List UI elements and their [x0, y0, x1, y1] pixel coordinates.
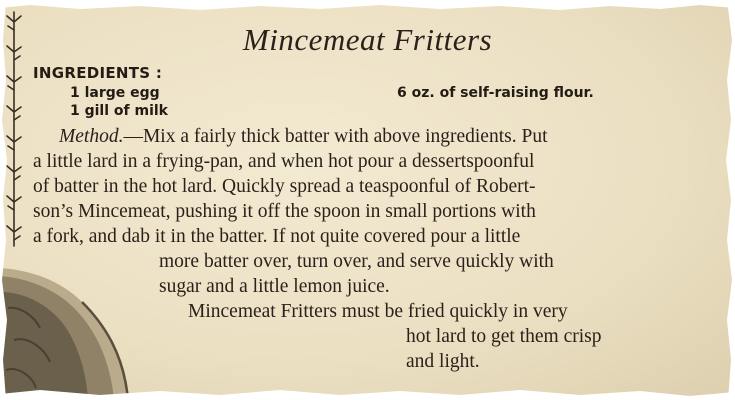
method-line: of batter in the hot lard. Quickly spread a teaspoonful of Robert- [33, 176, 536, 197]
method-line: sugar and a little lemon juice. [159, 276, 390, 297]
method-label: Method. [59, 126, 124, 147]
ingredients-heading: INGREDIENTS : [33, 64, 163, 82]
ingredient-egg: 1 large egg [70, 85, 160, 101]
method-line: more batter over, turn over, and serve quickly with [159, 251, 554, 272]
recipe-title: Mincemeat Fritters [242, 22, 493, 57]
method-line: and light. [406, 351, 480, 372]
method-line: hot lard to get them crisp [406, 326, 602, 347]
method-line: son’s Mincemeat, pushing it off the spoon in small portions with [33, 201, 536, 222]
method-line: a fork, and dab it in the batter. If not quite covered pour a little [33, 226, 521, 247]
method-line: Mincemeat Fritters must be fried quickly in very [188, 301, 568, 322]
method-line: a little lard in a frying-pan, and when hot pour a dessertspoonful [33, 151, 535, 172]
ingredient-flour: 6 oz. of self-raising flour. [397, 85, 594, 101]
method-text: —Mix a fairly thick batter with above ingredients. Put [123, 126, 548, 147]
ingredient-milk: 1 gill of milk [70, 103, 168, 119]
